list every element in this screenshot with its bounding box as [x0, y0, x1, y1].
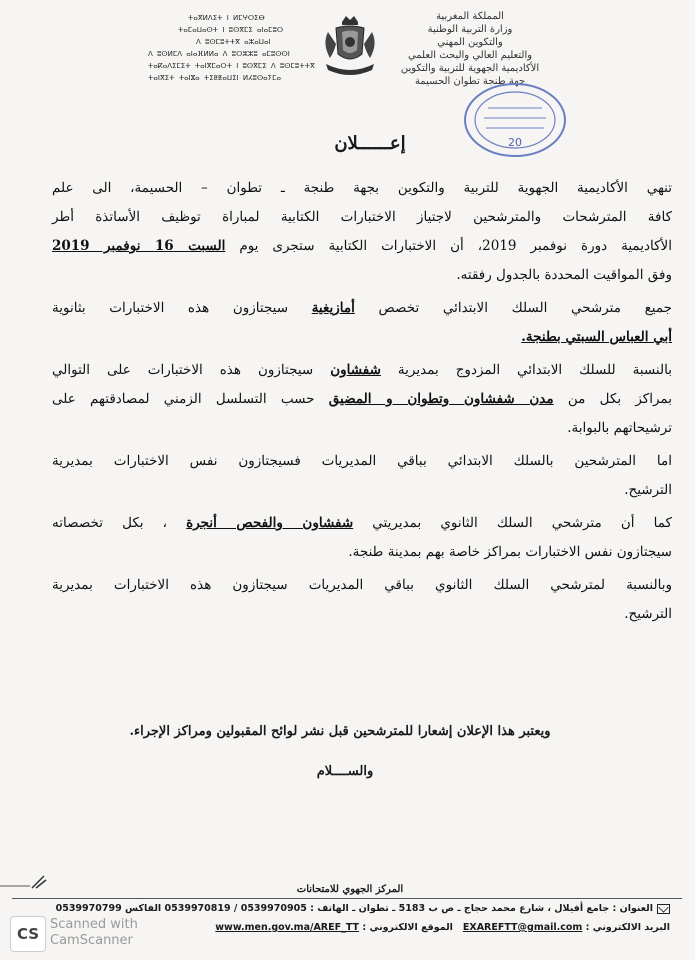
body-line: سيجتازون نفس الاختبارات بمراكز خاصة بهم بمدينة طنجة. — [348, 544, 672, 560]
body-line: وفق المواقيت المحددة بالجدول رفقته. — [456, 267, 672, 283]
body-text: بالنسبة للسلك الابتدائي المزدوج بمديرية — [380, 362, 672, 378]
arabic-header-line: والتكوين المهني — [437, 37, 503, 48]
arabic-header-line: المملكة المغربية — [436, 11, 504, 22]
tifinagh-line: ⵜⴰⴳⵍⴷⵉⵜ ⵏ ⵍⵎⵖⵔⵉⴱ — [188, 14, 265, 22]
exam-cities: مدن شفشاون وتطوان و المضيق — [328, 391, 554, 407]
mail-icon — [657, 904, 670, 914]
body-line — [52, 232, 672, 261]
body-text: سيجتازون هذه الاختبارات على التوالي — [52, 362, 331, 378]
body-text: الأكاديمية دورة نوفمبر 2019، أن الاختبارات الكتابية ستجرى يوم — [225, 238, 672, 254]
footer-address — [55, 903, 670, 914]
body-line: اما المترشحين بالسلك الابتدائي بباقي المديريات فسيجتازون نفس الاختبارات بمديرية — [52, 453, 672, 469]
body-text: جميع مترشحي السلك الابتدائي تخصص — [354, 300, 673, 316]
official-stamp-icon — [460, 80, 570, 160]
arabic-header-line: والتعليم العالي والبحث العلمي — [407, 50, 533, 61]
tifinagh-line: ⴷ ⵓⵙⵎⵓⵜⵜⴳ ⴰⵣⴰⵡⴰⵏ — [196, 38, 271, 46]
body-line: ترشيحاتهم بالبوابة. — [567, 420, 672, 436]
camscanner-logo-icon: CS — [10, 916, 46, 952]
exam-center-name: المركز الجهوي للامتحانات — [296, 884, 404, 895]
body-text: بمراكز بكل من — [553, 391, 672, 407]
tifinagh-line: ⴷ ⵓⵙⵍⵎⴷ ⴰⵏⴰⴼⵍⵍⴰ ⴷ ⵓⵔⵣⵣⵓ ⴰⵎⵓⵙⵙⵏ — [148, 50, 290, 58]
directorate-chefchaouen: شفشاون — [330, 362, 381, 378]
website-link[interactable]: www.men.gov.ma/AREF_TT — [215, 922, 360, 933]
specialty-amazigh: أمازيغية — [311, 300, 355, 316]
body-line: وبالنسبة لمترشحي السلك الثانوي بباقي المديريات سيجتازون هذه الاختبارات بمديرية — [52, 577, 672, 593]
closing-salutation: والســــلام — [316, 764, 374, 779]
address-text: العنوان : جامع أفيلال ، شارع محمد حجاج ـ ص ب 5183 ـ تطوان ـ الهاتف : 0539970905 / 0539970819 الفاكس 0539970799 — [55, 903, 653, 914]
arabic-header-line: وزارة التربية الوطنية — [427, 24, 513, 35]
body-line: الترشيح. — [624, 482, 672, 498]
exam-date: السبت 16 نوفمبر 2019 — [52, 238, 226, 254]
camscanner-text — [50, 917, 138, 949]
footer-contacts — [72, 922, 670, 933]
body-text: سيجتازون هذه الاختبارات بثانوية — [52, 300, 312, 316]
tifinagh-line: ⵜⴰⵎⴰⵡⴰⵙⵜ ⵏ ⵓⵙⴳⵎⵉ ⴰⵏⴰⵎⵓⵔ — [178, 26, 284, 34]
arabic-header-line: جهة طنجة تطوان الحسيمة — [414, 76, 526, 87]
announcement-title: إعــــــلان — [334, 133, 406, 154]
footer-divider — [12, 898, 682, 899]
body-line: الترشيح. — [624, 606, 672, 622]
email-label: البريد الالكتروني : — [585, 922, 670, 933]
body-line — [52, 356, 672, 385]
tifinagh-line: ⵜⴰⵏⴳⵉⵜ ⵜⴰⵏⴵⴰ ⵜⵉⵟⵟⴰⵡⵉⵏ ⵍⵃⵓⵙⴰⵢⵎⴰ — [148, 74, 281, 82]
tifinagh-header — [148, 12, 348, 84]
arabic-header — [355, 10, 585, 88]
body-text: كما أن مترشحي السلك الثانوي بمديريتي — [353, 515, 672, 531]
body-line — [52, 323, 672, 352]
arabic-header-line: الأكاديمية الجهوية للتربية والتكوين — [400, 63, 540, 74]
website-label: الموقع الالكتروني : — [362, 922, 453, 933]
exam-venue: أبي العباس السبتي بطنجة. — [521, 329, 672, 345]
body-line: كافة المترشحات والمترشحين لاجتياز الاختبارات الكتابية لمباراة توظيف الأساتذة أطر — [52, 209, 672, 225]
directorates-secondary: شفشاون والفحص أنجرة — [186, 515, 354, 531]
tifinagh-line: ⵜⴰⴽⴰⴷⵉⵎⵉⵜ ⵜⴰⵏⴳⵎⴰⵔⵜ ⵏ ⵓⵙⴳⵎⵉ ⴷ ⵓⵙⵎⵓⵜⵜⴳ — [148, 62, 315, 70]
announcement-body — [52, 174, 672, 629]
body-line — [52, 509, 672, 538]
email-link[interactable]: EXAREFTT@gmail.com — [462, 922, 583, 933]
watermark-line: Scanned with — [50, 917, 138, 932]
body-text: حسب التسلسل الزمني لمصادقتهم على — [52, 391, 329, 407]
camscanner-watermark — [8, 912, 158, 954]
stamp-number: 20 — [508, 136, 522, 149]
body-text: ، بكل تخصصاته — [52, 515, 187, 531]
watermark-line: CamScanner — [50, 933, 133, 948]
closing-note: ويعتبر هذا الإعلان إشعارا للمترشحين قبل نشر لوائح المقبولين ومراكز الإجراء. — [129, 724, 551, 739]
body-line — [52, 294, 672, 323]
body-line — [52, 385, 672, 414]
body-line: تنهي الأكاديمية الجهوية للتربية والتكوين بجهة طنجة ـ تطوان – الحسيمة، الى علم — [52, 180, 672, 196]
margin-mark-icon — [0, 872, 52, 892]
